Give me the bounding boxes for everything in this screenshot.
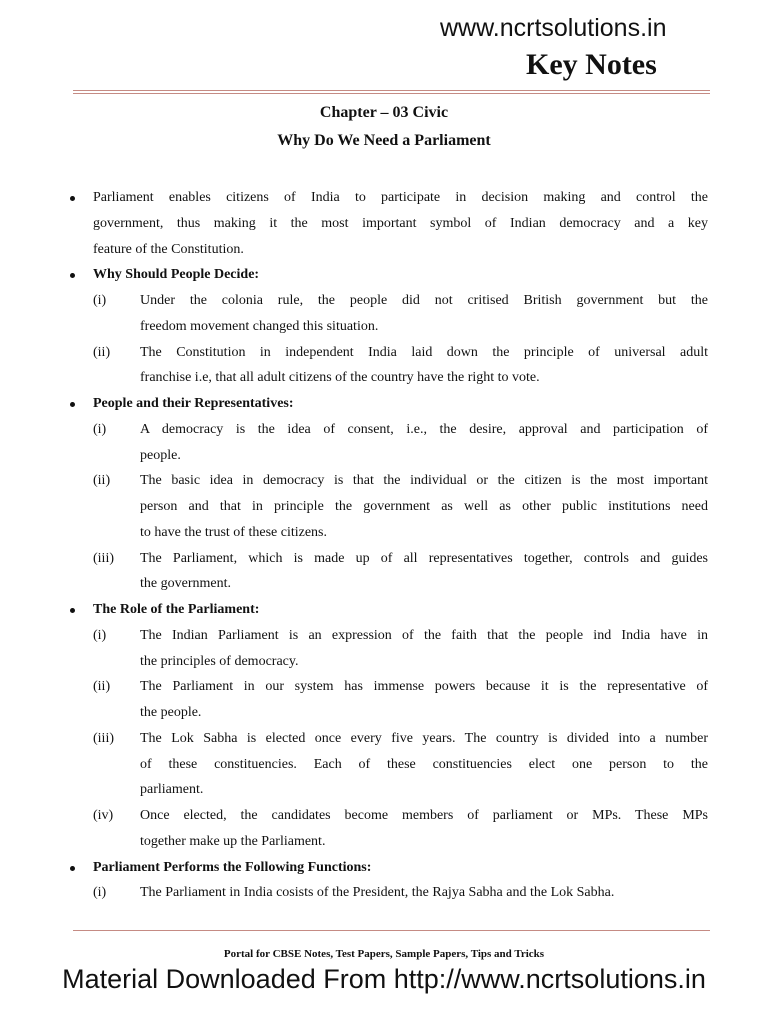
section-heading-text: Why Should People Decide:	[93, 267, 260, 283]
list-item-text: Once elected, the candidates become members of parliament or MPs. These MPs	[140, 808, 708, 823]
site-url: www.ncrtsolutions.in	[440, 14, 667, 42]
list-item-text: The Parliament in India cosists of the President, the Rajya Sabha and the Lok Sabha.	[140, 885, 615, 901]
section-heading	[66, 597, 708, 623]
intro-text: feature of the Constitution.	[93, 241, 244, 257]
list-item-text: parliament.	[140, 782, 204, 798]
list-item-line	[66, 829, 708, 855]
list-item-number: (ii)	[93, 344, 111, 360]
list-item-line	[66, 365, 708, 391]
list-item-number: (iii)	[93, 550, 114, 566]
list-item-line	[66, 443, 708, 469]
list-item-line	[66, 417, 708, 443]
list-item-number: (i)	[93, 627, 107, 643]
list-item-line	[66, 880, 708, 906]
list-item-line	[66, 340, 708, 366]
bullet-icon	[70, 866, 75, 871]
list-item-line	[66, 752, 708, 778]
list-item-text: people.	[140, 447, 181, 463]
list-item-line	[66, 288, 708, 314]
section-heading-text: People and their Representatives:	[93, 396, 294, 411]
intro-line	[66, 185, 708, 211]
page-title: Why Do We Need a Parliament	[277, 132, 491, 149]
header-divider	[73, 90, 710, 94]
section-heading	[66, 855, 708, 881]
list-item-text: franchise i.e, that all adult citizens of the country have the right to vote.	[140, 370, 540, 386]
list-item-text: the principles of democracy.	[140, 653, 299, 669]
list-item-line	[66, 546, 708, 572]
bullet-icon	[70, 273, 75, 278]
footer-portal-text: Portal for CBSE Notes, Test Papers, Sample Papers, Tips and Tricks	[223, 948, 545, 960]
list-item-line	[66, 674, 708, 700]
list-item-text: A democracy is the idea of consent, i.e., the desire, approval and participation of	[140, 421, 708, 437]
list-item-number: (iv)	[93, 808, 114, 823]
list-item-line	[66, 571, 708, 597]
list-item-text: person and that in principle the government as well as other public institutions need	[140, 499, 708, 514]
notes-content	[66, 185, 708, 906]
list-item-text: The Constitution in independent India laid down the principle of universal adult	[140, 344, 708, 360]
key-notes-heading: Key Notes	[526, 48, 657, 81]
list-item-line	[66, 726, 708, 752]
list-item-text: together make up the Parliament.	[140, 833, 326, 849]
list-item-text: of these constituencies. Each of these constituencies elect one person to the	[140, 756, 708, 772]
list-item-line	[66, 468, 708, 494]
list-item-line	[66, 520, 708, 546]
list-item-number: (i)	[93, 421, 107, 437]
list-item-text: the people.	[140, 705, 202, 720]
list-item-line	[66, 649, 708, 675]
list-item-text: The Indian Parliament is an expression of the faith that the people ind India have in	[140, 627, 708, 643]
list-item-number: (ii)	[93, 473, 111, 489]
bullet-icon	[70, 608, 75, 613]
bullet-icon	[70, 196, 75, 201]
list-item-line	[66, 314, 708, 340]
list-item-text: to have the trust of these citizens.	[140, 524, 327, 540]
list-item-number: (iii)	[93, 730, 114, 746]
section-heading	[66, 391, 708, 417]
list-item-text: freedom movement changed this situation.	[140, 318, 379, 334]
list-item-text: The Parliament in our system has immense powers because it is the representative of	[140, 679, 708, 695]
list-item-line	[66, 803, 708, 829]
list-item-line	[66, 494, 708, 520]
list-item-number: (i)	[93, 885, 107, 901]
footer-download-text: Material Downloaded From http://www.ncrtsolutions.in	[62, 964, 706, 994]
list-item-number: (i)	[93, 293, 107, 308]
list-item-line	[66, 700, 708, 726]
bullet-icon	[70, 402, 75, 407]
list-item-text: The basic idea in democracy is that the individual or the citizen is the most important	[140, 473, 708, 489]
intro-text: government, thus making it the most important symbol of Indian democracy and a key	[93, 215, 708, 231]
intro-line	[66, 211, 708, 237]
list-item-line	[66, 777, 708, 803]
list-item-text: Under the colonia rule, the people did not critised British government but the	[140, 293, 708, 308]
list-item-line	[66, 623, 708, 649]
section-heading-text: The Role of the Parliament:	[93, 602, 260, 617]
section-heading-text: Parliament Performs the Following Functions:	[93, 859, 372, 875]
list-item-text: the government.	[140, 576, 231, 592]
intro-line	[66, 237, 708, 263]
section-heading	[66, 262, 708, 288]
list-item-number: (ii)	[93, 679, 111, 695]
chapter-title: Chapter – 03 Civic	[319, 104, 449, 121]
intro-text: Parliament enables citizens of India to participate in decision making and control the	[93, 190, 708, 205]
list-item-text: The Lok Sabha is elected once every five years. The country is divided into a number	[140, 730, 708, 746]
list-item-text: The Parliament, which is made up of all representatives together, controls and guides	[140, 550, 708, 566]
footer-divider	[73, 930, 710, 931]
